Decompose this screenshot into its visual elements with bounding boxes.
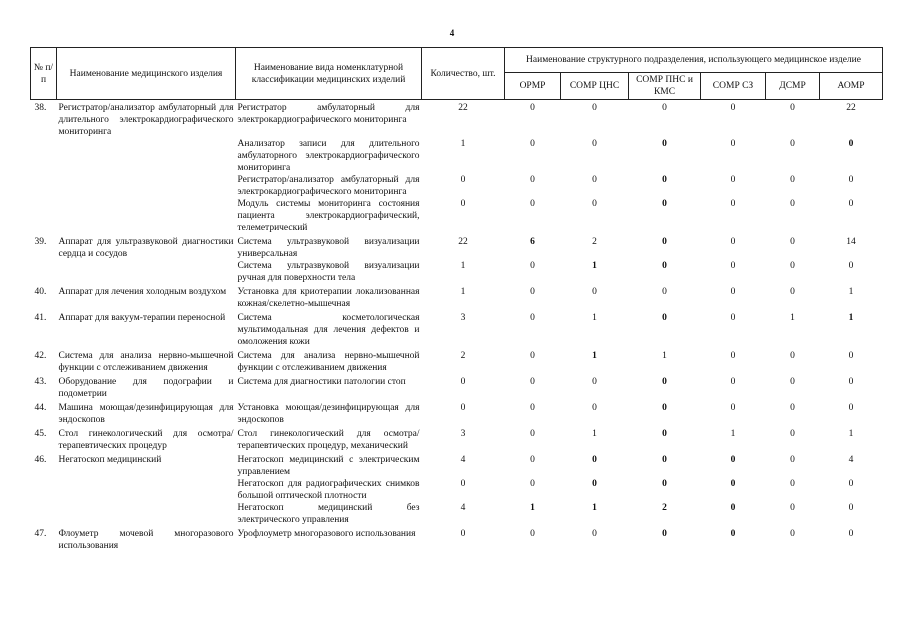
quantity: 3 [460, 313, 466, 323]
unit-count: 1 [530, 503, 535, 513]
unit-count: 0 [530, 529, 535, 539]
unit-count: 0 [662, 287, 667, 297]
quantity: 0 [460, 377, 466, 387]
header-unit: АОМР [820, 73, 883, 100]
quantity: 0 [460, 479, 466, 489]
unit-count: 0 [592, 529, 597, 539]
quantity: 3 [460, 429, 466, 439]
unit-count: 1 [592, 313, 597, 323]
unit-count: 0 [848, 139, 854, 149]
unit-count: 0 [530, 377, 535, 387]
unit-count: 1 [848, 313, 854, 323]
table-row [31, 174, 883, 198]
row-number [31, 478, 57, 502]
device-name: Регистратор/анализатор амбулаторный для длительного электрокардиографического мониторинга [58, 103, 234, 137]
unit-count: 1 [848, 429, 854, 439]
quantity: 2 [460, 351, 466, 361]
quantity: 0 [460, 529, 466, 539]
row-number: 43. [34, 377, 47, 387]
unit-count: 0 [848, 351, 854, 361]
quantity: 4 [460, 455, 466, 465]
unit-count: 1 [592, 503, 597, 513]
device-name: Машина моющая/дезинфицирующая для эндоскопов [58, 403, 234, 425]
unit-count: 0 [530, 313, 535, 323]
row-number [31, 502, 57, 526]
device-name: Оборудование для подографии и подометрии [58, 377, 234, 399]
unit-count: 0 [790, 139, 795, 149]
table-row [31, 260, 883, 284]
classification-kind: Регистратор амбулаторный для электрокардиографического мониторинга [237, 103, 420, 125]
classification-kind: Негатоскоп медицинский без электрического управления [237, 503, 420, 525]
unit-count: 1 [730, 429, 736, 439]
unit-count: 0 [730, 313, 736, 323]
unit-count: 0 [530, 103, 535, 113]
unit-count: 0 [662, 429, 667, 439]
unit-count: 0 [848, 175, 854, 185]
unit-count: 0 [790, 403, 795, 413]
unit-count: 0 [730, 237, 736, 247]
unit-count: 0 [790, 503, 795, 513]
unit-count: 0 [530, 455, 535, 465]
classification-kind: Система ультразвуковой визуализации универсальная [237, 237, 420, 259]
classification-kind: Система ультразвуковой визуализации ручная для поверхности тела [237, 261, 420, 283]
device-name: Аппарат для вакуум-терапии переносной [58, 313, 226, 323]
unit-count: 0 [730, 175, 736, 185]
classification-kind: Система косметологическая мультимодальная для лечения дефектов и омоложения кожи [237, 313, 420, 347]
classification-kind: Установка моющая/дезинфицирующая для эндоскопов [237, 403, 420, 425]
unit-count: 0 [662, 199, 667, 209]
classification-kind: Стол гинекологический для осмотра/терапевтических процедур, механический [237, 429, 420, 451]
header-unit: СОМР СЗ [701, 73, 766, 100]
row-number: 44. [34, 403, 47, 413]
unit-count: 0 [592, 103, 597, 113]
unit-count: 0 [790, 103, 795, 113]
header-unit: ДСМР [766, 73, 820, 100]
row-number [31, 198, 57, 234]
quantity: 1 [460, 139, 466, 149]
row-number [31, 260, 57, 284]
unit-count: 0 [662, 175, 667, 185]
header-unit: ОРМР [505, 73, 561, 100]
unit-count: 6 [530, 237, 535, 247]
unit-count: 0 [592, 175, 597, 185]
table-row [31, 198, 883, 234]
unit-count: 0 [530, 139, 535, 149]
table-row [31, 348, 883, 374]
unit-count: 0 [530, 287, 535, 297]
unit-count: 0 [662, 377, 667, 387]
unit-count: 0 [790, 287, 795, 297]
unit-count: 0 [730, 455, 736, 465]
device-name [57, 478, 236, 502]
unit-count: 0 [848, 403, 854, 413]
unit-count: 1 [790, 313, 795, 323]
unit-count: 2 [592, 237, 597, 247]
row-number [31, 138, 57, 174]
row-number: 41. [34, 313, 47, 323]
quantity: 22 [458, 237, 468, 247]
unit-count: 0 [730, 351, 736, 361]
quantity: 4 [460, 503, 466, 513]
unit-count: 0 [790, 429, 795, 439]
unit-count: 0 [730, 503, 736, 513]
unit-count: 1 [592, 261, 597, 271]
unit-count: 0 [592, 377, 597, 387]
unit-count: 0 [790, 237, 795, 247]
table-row [31, 374, 883, 400]
unit-count: 0 [662, 261, 667, 271]
unit-count: 0 [730, 287, 736, 297]
quantity: 0 [460, 403, 466, 413]
unit-count: 1 [592, 429, 597, 439]
unit-count: 0 [848, 199, 854, 209]
classification-kind: Регистратор/анализатор амбулаторный для электрокардиографического мониторинга [237, 175, 420, 197]
page-number: 4 [449, 28, 455, 38]
unit-count: 0 [530, 429, 535, 439]
unit-count: 0 [530, 351, 535, 361]
unit-count: 0 [662, 237, 667, 247]
unit-count: 0 [530, 261, 535, 271]
device-name [57, 502, 236, 526]
unit-count: 0 [662, 529, 667, 539]
table-row [31, 526, 883, 552]
unit-count: 1 [592, 351, 597, 361]
row-number: 40. [34, 287, 47, 297]
device-name [57, 138, 236, 174]
device-name: Флоуметр мочевой многоразового использования [58, 529, 234, 551]
unit-count: 0 [592, 139, 597, 149]
unit-count: 0 [662, 403, 667, 413]
quantity: 0 [460, 199, 466, 209]
classification-kind: Негатоскоп медицинский с электрическим управлением [237, 455, 420, 477]
table-row [31, 310, 883, 348]
header-unit: СОМР ПНС и КМС [629, 73, 701, 100]
table-row [31, 284, 883, 310]
table-row [31, 234, 883, 260]
unit-count: 0 [790, 529, 795, 539]
unit-count: 0 [530, 479, 535, 489]
row-number: 46. [34, 455, 47, 465]
unit-count: 0 [730, 261, 736, 271]
unit-count: 0 [530, 175, 535, 185]
unit-count: 14 [846, 237, 856, 247]
device-name [57, 198, 236, 234]
classification-kind: Анализатор записи для длительного амбулаторного электрокардиографического мониторинга [237, 139, 420, 173]
unit-count: 0 [730, 139, 736, 149]
header-qty: Количество, шт. [422, 48, 505, 100]
unit-count: 0 [592, 479, 597, 489]
table-header [31, 48, 883, 100]
unit-count: 0 [730, 103, 736, 113]
table-row [31, 426, 883, 452]
unit-count: 0 [662, 455, 667, 465]
unit-count: 0 [848, 479, 854, 489]
header-name: Наименование медицинского изделия [57, 48, 236, 100]
unit-count: 0 [730, 529, 736, 539]
unit-count: 0 [662, 103, 667, 113]
table-row [31, 400, 883, 426]
table-row [31, 478, 883, 502]
device-name: Аппарат для ультразвуковой диагностики сердца и сосудов [58, 237, 234, 259]
row-number: 45. [34, 429, 47, 439]
header-num: № п/п [31, 48, 57, 100]
unit-count: 0 [790, 175, 795, 185]
table-row [31, 138, 883, 174]
unit-count: 0 [592, 455, 597, 465]
classification-kind: Урофлоуметр многоразового использования [237, 529, 416, 539]
unit-count: 0 [662, 139, 667, 149]
unit-count: 0 [592, 199, 597, 209]
unit-count: 0 [848, 529, 854, 539]
header-unit: СОМР ЦНС [561, 73, 629, 100]
quantity: 22 [458, 103, 468, 113]
table-row [31, 502, 883, 526]
unit-count: 4 [848, 455, 854, 465]
row-number: 39. [34, 237, 47, 247]
unit-count: 0 [790, 351, 795, 361]
quantity: 1 [460, 261, 466, 271]
row-number: 38. [34, 103, 47, 113]
device-name: Аппарат для лечения холодным воздухом [58, 287, 227, 297]
unit-count: 0 [790, 199, 795, 209]
row-number: 47. [34, 529, 47, 539]
unit-count: 0 [790, 377, 795, 387]
unit-count: 0 [848, 377, 854, 387]
unit-count: 0 [790, 455, 795, 465]
unit-count: 0 [848, 261, 854, 271]
unit-count: 1 [662, 351, 667, 361]
unit-count: 1 [848, 287, 854, 297]
header-kind: Наименование вида номенклатурной классификации медицинских изделий [236, 48, 422, 100]
classification-kind: Система для анализа нервно-мышечной функции с отслеживанием движения [237, 351, 420, 373]
unit-count: 0 [592, 403, 597, 413]
header-units-group: Наименование структурного подразделения, использующего медицинское изделие [505, 48, 883, 73]
classification-kind: Негатоскоп для радиографических снимков большой оптической плотности [237, 479, 420, 501]
unit-count: 0 [662, 479, 667, 489]
unit-count: 22 [846, 103, 856, 113]
device-name: Негатоскоп медицинский [58, 455, 162, 465]
unit-count: 2 [662, 503, 667, 513]
unit-count: 0 [730, 479, 736, 489]
equipment-table [30, 47, 883, 552]
unit-count: 0 [730, 403, 736, 413]
row-number [31, 174, 57, 198]
unit-count: 0 [848, 503, 854, 513]
classification-kind: Модуль системы мониторинга состояния пациента электрокардиографический, телеметрический [237, 199, 420, 233]
quantity: 0 [460, 175, 466, 185]
table-body [31, 100, 883, 553]
device-name [57, 260, 236, 284]
unit-count: 0 [592, 287, 597, 297]
unit-count: 0 [530, 403, 535, 413]
row-number: 42. [34, 351, 47, 361]
device-name: Стол гинекологический для осмотра/терапевтических процедур [58, 429, 234, 451]
unit-count: 0 [730, 377, 736, 387]
table-row [31, 100, 883, 139]
device-name [57, 174, 236, 198]
device-name: Система для анализа нервно-мышечной функции с отслеживанием движения [58, 351, 234, 373]
quantity: 1 [460, 287, 466, 297]
classification-kind: Система для диагностики патологии стоп [237, 377, 406, 387]
classification-kind: Установка для криотерапии локализованная кожная/скелетно-мышечная [237, 287, 420, 309]
unit-count: 0 [662, 313, 667, 323]
unit-count: 0 [730, 199, 736, 209]
unit-count: 0 [530, 199, 535, 209]
table-row [31, 452, 883, 478]
unit-count: 0 [790, 261, 795, 271]
unit-count: 0 [790, 479, 795, 489]
